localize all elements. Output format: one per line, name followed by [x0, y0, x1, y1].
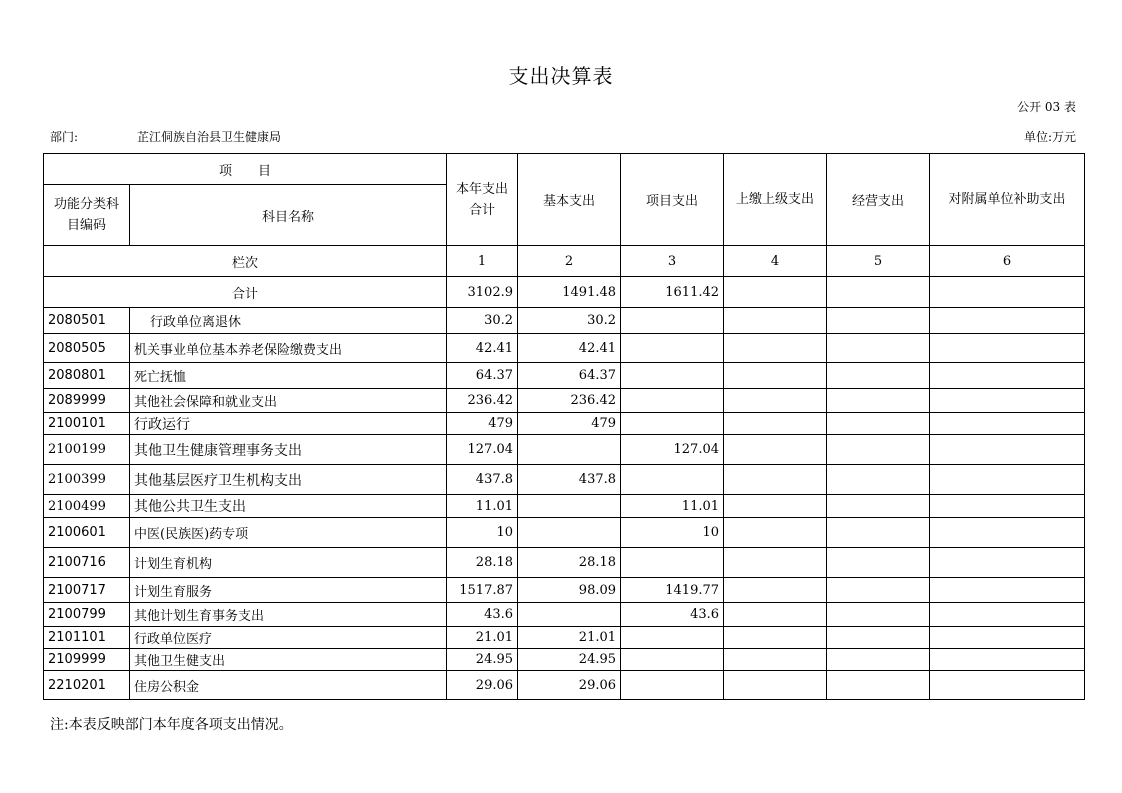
total-row: [44, 277, 1085, 308]
project-cell: 43.6: [621, 603, 724, 627]
remit-cell: [724, 465, 827, 495]
name-cell: 机关事业单位基本养老保险缴费支出: [130, 334, 447, 363]
subsidy-cell: [930, 627, 1085, 649]
project-cell: [621, 413, 724, 435]
basic-cell: 479: [518, 413, 621, 435]
basic-cell: 28.18: [518, 548, 621, 578]
business-cell: [827, 671, 930, 700]
code-cell: 2101101: [44, 627, 130, 649]
table-row: [44, 363, 1085, 389]
total-cell: 1517.87: [447, 578, 518, 603]
name-cell: 计划生育服务: [130, 578, 447, 603]
unit-label: 单位:万元: [1023, 130, 1076, 144]
business-cell: [827, 627, 930, 649]
subsidy-cell: [930, 277, 1085, 308]
project-header: 项目支出: [621, 154, 724, 246]
remit-cell: [724, 671, 827, 700]
subsidy-cell: [930, 495, 1085, 518]
column-index: 5: [827, 246, 930, 277]
table-row: [44, 389, 1085, 413]
code-cell: 2100199: [44, 435, 130, 465]
basic-cell: 236.42: [518, 389, 621, 413]
table-row: [44, 649, 1085, 671]
subsidy-cell: [930, 649, 1085, 671]
remit-cell: [724, 603, 827, 627]
project-cell: [621, 671, 724, 700]
total-cell: 11.01: [447, 495, 518, 518]
footnote: 注:本表反映部门本年度各项支出情况。: [50, 717, 293, 733]
table-row: [44, 627, 1085, 649]
column-index: 4: [724, 246, 827, 277]
remit-cell: [724, 413, 827, 435]
basic-cell: [518, 495, 621, 518]
project-cell: 11.01: [621, 495, 724, 518]
remit-cell: [724, 435, 827, 465]
name-cell: 计划生育机构: [130, 548, 447, 578]
table-row: [44, 671, 1085, 700]
total-cell: 43.6: [447, 603, 518, 627]
subsidy-cell: [930, 465, 1085, 495]
subsidy-cell: [930, 363, 1085, 389]
remit-cell: [724, 518, 827, 548]
table-row: [44, 308, 1085, 334]
subsidy-cell: [930, 435, 1085, 465]
business-cell: [827, 548, 930, 578]
project-cell: [621, 465, 724, 495]
basic-cell: 21.01: [518, 627, 621, 649]
subsidy-cell: [930, 548, 1085, 578]
project-cell: 1419.77: [621, 578, 724, 603]
total-cell: 21.01: [447, 627, 518, 649]
subsidy-cell: [930, 308, 1085, 334]
name-cell: 其他社会保障和就业支出: [130, 389, 447, 413]
total-cell: 127.04: [447, 435, 518, 465]
name-cell: 死亡抚恤: [130, 363, 447, 389]
project-cell: [621, 649, 724, 671]
remit-header: 上缴上级支出: [724, 154, 827, 246]
business-cell: [827, 578, 930, 603]
project-cell: [621, 363, 724, 389]
name-cell: 行政运行: [130, 413, 447, 435]
basic-cell: [518, 435, 621, 465]
subsidy-cell: [930, 671, 1085, 700]
basic-cell: 42.41: [518, 334, 621, 363]
form-number: 公开 03 表: [1017, 100, 1076, 114]
total-cell: 479: [447, 413, 518, 435]
business-cell: [827, 495, 930, 518]
total-cell: 29.06: [447, 671, 518, 700]
name-cell: 其他卫生健康管理事务支出: [130, 435, 447, 465]
business-cell: [827, 603, 930, 627]
project-cell: [621, 334, 724, 363]
name-cell: 其他计划生育事务支出: [130, 603, 447, 627]
business-cell: [827, 308, 930, 334]
remit-cell: [724, 495, 827, 518]
name-cell: 其他公共卫生支出: [130, 495, 447, 518]
code-cell: 2080801: [44, 363, 130, 389]
basic-cell: 24.95: [518, 649, 621, 671]
total-header: 本年支出合计: [447, 154, 518, 246]
basic-cell: 1491.48: [518, 277, 621, 308]
total-cell: 236.42: [447, 389, 518, 413]
code-cell: 2100716: [44, 548, 130, 578]
name-cell: 行政单位离退休: [130, 308, 447, 334]
basic-cell: 437.8: [518, 465, 621, 495]
basic-cell: 98.09: [518, 578, 621, 603]
basic-header: 基本支出: [518, 154, 621, 246]
total-cell: 42.41: [447, 334, 518, 363]
table-row: [44, 334, 1085, 363]
name-cell: 中医(民族医)药专项: [130, 518, 447, 548]
name-cell: 其他基层医疗卫生机构支出: [130, 465, 447, 495]
subsidy-cell: [930, 389, 1085, 413]
total-cell: 3102.9: [447, 277, 518, 308]
code-cell: 2080501: [44, 308, 130, 334]
column-index: 3: [621, 246, 724, 277]
total-cell: 437.8: [447, 465, 518, 495]
business-cell: [827, 649, 930, 671]
subsidy-cell: [930, 578, 1085, 603]
department-name: 芷江侗族自治县卫生健康局: [137, 130, 282, 144]
page-title: 支出决算表: [508, 64, 614, 88]
project-cell: [621, 548, 724, 578]
subsidy-cell: [930, 334, 1085, 363]
project-cell: [621, 389, 724, 413]
table-row: [44, 548, 1085, 578]
basic-cell: 30.2: [518, 308, 621, 334]
table-row: [44, 465, 1085, 495]
code-cell: 2100799: [44, 603, 130, 627]
business-cell: [827, 413, 930, 435]
code-cell: 2109999: [44, 649, 130, 671]
project-cell: [621, 308, 724, 334]
basic-cell: 64.37: [518, 363, 621, 389]
business-cell: [827, 277, 930, 308]
code-cell: 2100601: [44, 518, 130, 548]
subsidy-cell: [930, 518, 1085, 548]
remit-cell: [724, 363, 827, 389]
table-row: [44, 518, 1085, 548]
column-index-label: 栏次: [44, 246, 447, 277]
project-cell: 127.04: [621, 435, 724, 465]
remit-cell: [724, 578, 827, 603]
business-cell: [827, 435, 930, 465]
business-cell: [827, 465, 930, 495]
basic-cell: [518, 518, 621, 548]
code-cell: 2100399: [44, 465, 130, 495]
business-header: 经营支出: [827, 154, 930, 246]
table-row: [44, 578, 1085, 603]
remit-cell: [724, 649, 827, 671]
remit-cell: [724, 334, 827, 363]
total-cell: 24.95: [447, 649, 518, 671]
table-row: [44, 603, 1085, 627]
total-cell: 10: [447, 518, 518, 548]
table-row: [44, 495, 1085, 518]
business-cell: [827, 389, 930, 413]
func-code-header: 功能分类科目编码: [44, 185, 130, 246]
department-label: 部门:: [50, 130, 79, 144]
remit-cell: [724, 627, 827, 649]
business-cell: [827, 518, 930, 548]
total-cell: 30.2: [447, 308, 518, 334]
remit-cell: [724, 308, 827, 334]
total-label: 合计: [44, 277, 447, 308]
code-cell: 2089999: [44, 389, 130, 413]
code-cell: 2100101: [44, 413, 130, 435]
subsidy-header: 对附属单位补助支出: [930, 154, 1085, 246]
project-cell: 10: [621, 518, 724, 548]
remit-cell: [724, 389, 827, 413]
code-cell: 2100717: [44, 578, 130, 603]
project-cell: 1611.42: [621, 277, 724, 308]
column-index: 6: [930, 246, 1085, 277]
name-cell: 其他卫生健支出: [130, 649, 447, 671]
code-cell: 2210201: [44, 671, 130, 700]
column-index: 2: [518, 246, 621, 277]
basic-cell: [518, 603, 621, 627]
subject-name-header: 科目名称: [130, 185, 447, 246]
code-cell: 2080505: [44, 334, 130, 363]
project-cell: [621, 627, 724, 649]
column-index: 1: [447, 246, 518, 277]
business-cell: [827, 363, 930, 389]
table-row: [44, 413, 1085, 435]
subsidy-cell: [930, 413, 1085, 435]
name-cell: 行政单位医疗: [130, 627, 447, 649]
subsidy-cell: [930, 603, 1085, 627]
total-cell: 28.18: [447, 548, 518, 578]
basic-cell: 29.06: [518, 671, 621, 700]
code-cell: 2100499: [44, 495, 130, 518]
table-row: [44, 435, 1085, 465]
total-cell: 64.37: [447, 363, 518, 389]
item-header: 项 目: [44, 154, 447, 185]
expenditure-table: [43, 153, 1085, 700]
business-cell: [827, 334, 930, 363]
name-cell: 住房公积金: [130, 671, 447, 700]
remit-cell: [724, 548, 827, 578]
remit-cell: [724, 277, 827, 308]
